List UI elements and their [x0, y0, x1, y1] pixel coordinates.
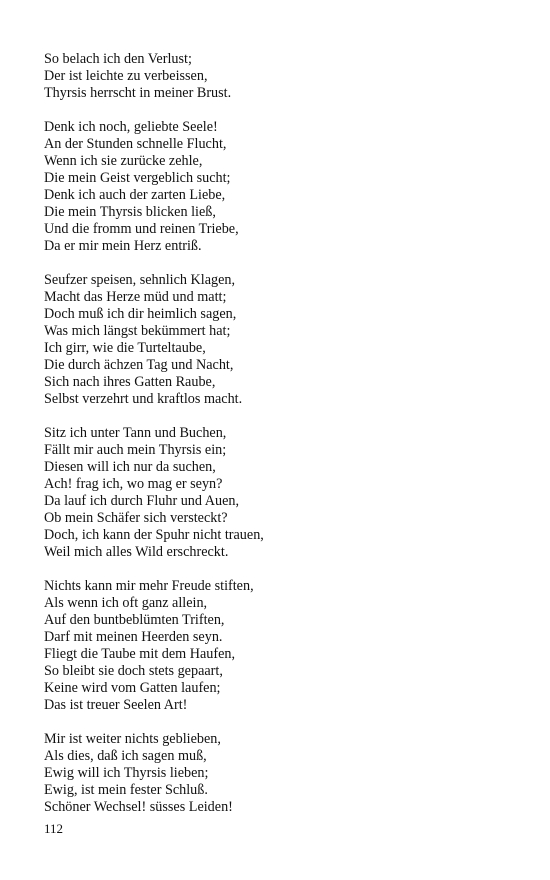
verse-line: Die mein Geist vergeblich sucht;: [44, 170, 231, 186]
verse-line: Macht das Herze müd und matt;: [44, 289, 227, 305]
verse-line: Fällt mir auch mein Thyrsis ein;: [44, 442, 227, 458]
verse-line: Denk ich auch der zarten Liebe,: [44, 187, 226, 203]
verse-line: Als dies, daß ich sagen muß,: [44, 748, 207, 764]
stanza-4: [44, 425, 514, 561]
verse-line: Seufzer speisen, sehnlich Klagen,: [44, 272, 236, 288]
verse-line: Weil mich alles Wild erschreckt.: [44, 544, 229, 560]
verse-line: So bleibt sie doch stets gepaart,: [44, 663, 223, 679]
verse-line: Die durch ächzen Tag und Nacht,: [44, 357, 234, 373]
verse-line: Keine wird vom Gatten laufen;: [44, 680, 221, 696]
verse-line: Ach! frag ich, wo mag er seyn?: [44, 476, 223, 492]
stanza-1: [44, 51, 514, 102]
verse-line: Der ist leichte zu verbeissen,: [44, 68, 208, 84]
verse-line: Diesen will ich nur da suchen,: [44, 459, 216, 475]
verse-line: Selbst verzehrt und kraftlos macht.: [44, 391, 243, 407]
stanza-5: [44, 578, 514, 714]
verse-line: Auf den buntbeblümten Triften,: [44, 612, 225, 628]
stanza-2: [44, 119, 514, 255]
verse-line: Ewig will ich Thyrsis lieben;: [44, 765, 209, 781]
poem-text: [44, 51, 514, 833]
stanza-6: [44, 731, 514, 816]
verse-line: Als wenn ich oft ganz allein,: [44, 595, 208, 611]
verse-line: Denk ich noch, geliebte Seele!: [44, 119, 218, 135]
verse-line: Sich nach ihres Gatten Raube,: [44, 374, 216, 390]
verse-line: Ich girr, wie die Turteltaube,: [44, 340, 206, 356]
verse-line: Das ist treuer Seelen Art!: [44, 697, 188, 713]
verse-line: So belach ich den Verlust;: [44, 51, 192, 67]
page-number: 112: [44, 821, 64, 836]
verse-line: Doch, ich kann der Spuhr nicht trauen,: [44, 527, 264, 543]
verse-line: Fliegt die Taube mit dem Haufen,: [44, 646, 236, 662]
stanza-3: [44, 272, 514, 408]
verse-line: Mir ist weiter nichts geblieben,: [44, 731, 221, 747]
verse-line: Da er mir mein Herz entriß.: [44, 238, 202, 254]
verse-line: Thyrsis herrscht in meiner Brust.: [44, 85, 232, 101]
verse-line: Schöner Wechsel! süsses Leiden!: [44, 799, 233, 815]
verse-line: Und die fromm und reinen Triebe,: [44, 221, 239, 237]
verse-line: Was mich längst bekümmert hat;: [44, 323, 231, 339]
verse-line: Ob mein Schäfer sich versteckt?: [44, 510, 228, 526]
verse-line: Nichts kann mir mehr Freude stiften,: [44, 578, 254, 594]
verse-line: Die mein Thyrsis blicken ließ,: [44, 204, 216, 220]
verse-line: Ewig, ist mein fester Schluß.: [44, 782, 208, 798]
verse-line: Wenn ich sie zurücke zehle,: [44, 153, 203, 169]
verse-line: An der Stunden schnelle Flucht,: [44, 136, 227, 152]
verse-line: Darf mit meinen Heerden seyn.: [44, 629, 223, 645]
verse-line: Doch muß ich dir heimlich sagen,: [44, 306, 237, 322]
verse-line: Sitz ich unter Tann und Buchen,: [44, 425, 227, 441]
verse-line: Da lauf ich durch Fluhr und Auen,: [44, 493, 240, 509]
